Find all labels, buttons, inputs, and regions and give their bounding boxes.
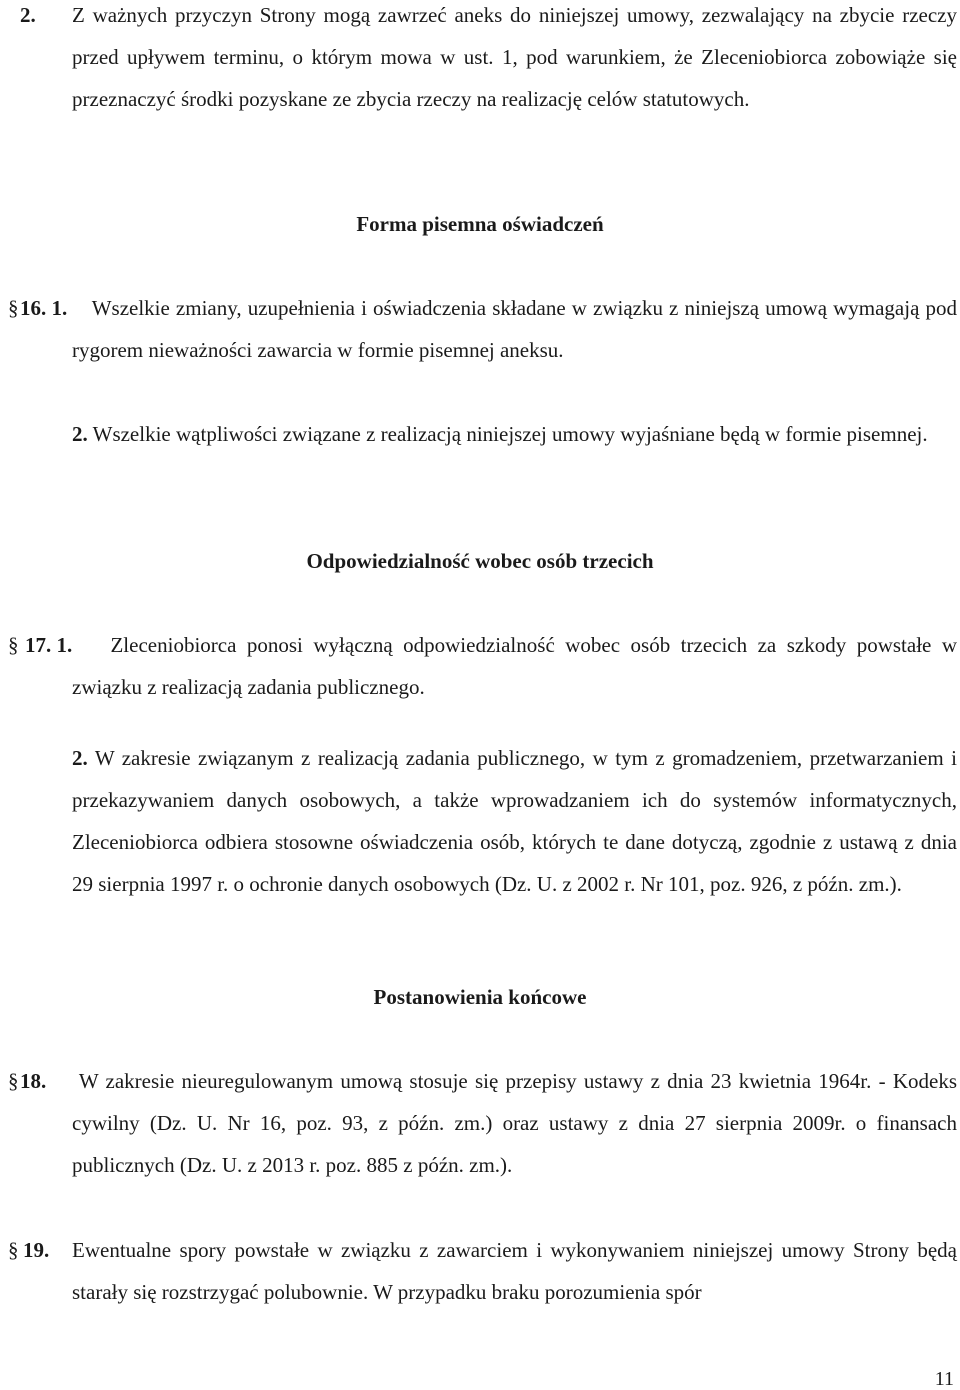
section-sign: § [8, 633, 19, 657]
paragraph-text: W zakresie związanym z realizacją zadania publicznego, w tym z gromadzeniem, przetwarzaniem i przekazywaniem danych osobowych, a także wprowadzaniem ich do systemów informatycznych, Zleceniobiorca odbiera stosowne oświadczenia osób, których te dane dotyczą, zgodnie z ustawą z dnia 29 sierpnia 1997 r. o ochronie danych osobowych (Dz. U. z 2002 r. Nr 101, poz. 926, z późn. zm.). [72, 746, 957, 896]
paragraph-15-2 [20, 0, 957, 120]
paragraph-17-1 [8, 624, 957, 708]
paragraph-16-2 [72, 413, 957, 455]
page-number: 11 [934, 1368, 954, 1390]
paragraph-number: 2. [72, 746, 88, 770]
paragraph-text: Z ważnych przyczyn Strony mogą zawrzeć aneks do niniejszej umowy, zezwalający na zbycie rzeczy przed upływem terminu, o którym mowa w ust. 1, pod warunkiem, że Zleceniobiorca zobowiąże się przeznaczyć środki pozyskane ze zbycia rzeczy na realizację celów statutowych. [72, 3, 957, 111]
paragraph-text: Ewentualne spory powstałe w związku z zawarciem i wykonywaniem niniejszej umowy Strony będą starały się rozstrzygać polubownie. W przypadku braku porozumienia spór [72, 1238, 957, 1304]
paragraph-text: Wszelkie zmiany, uzupełnienia i oświadczenia składane w związku z niniejszą umową wymagają pod rygorem nieważności zawarcia w formie pisemnej aneksu. [72, 296, 957, 362]
paragraph-number: 2. [72, 422, 88, 446]
section-sign: § [8, 1238, 19, 1262]
paragraph-text: Wszelkie wątpliwości związane z realizacją niniejszej umowy wyjaśniane będą w formie pisemnej. [87, 422, 928, 446]
paragraph-text: Zleceniobiorca ponosi wyłączną odpowiedzialność wobec osób trzecich za szkody powstałe w związku z realizacją zadania publicznego. [72, 633, 957, 699]
section-number: 16. 1. [20, 296, 68, 320]
paragraph-17-2 [72, 737, 957, 905]
paragraph-19 [8, 1229, 957, 1313]
section-heading-liability: Odpowiedzialność wobec osób trzecich [306, 549, 654, 573]
section-heading-written-form: Forma pisemna oświadczeń [356, 212, 604, 236]
paragraph-16-1 [8, 287, 957, 371]
section-sign: § [8, 1069, 19, 1093]
section-sign: § [8, 296, 19, 320]
paragraph-text: W zakresie nieuregulowanym umową stosuje się przepisy ustawy z dnia 23 kwietnia 1964r. - Kodeks cywilny (Dz. U. Nr 16, poz. 93, z późn. zm.) oraz ustawy z dnia 27 sierpnia 2009r. o finansach publicznych (Dz. U. z 2013 r. poz. 885 z późn. zm.). [72, 1069, 957, 1177]
section-heading-final-provisions: Postanowienia końcowe [373, 985, 587, 1009]
paragraph-number: 2. [20, 3, 36, 27]
section-number: 19. [23, 1238, 50, 1262]
paragraph-18 [8, 1060, 957, 1186]
section-number: 17. 1. [25, 633, 73, 657]
section-number: 18. [20, 1069, 47, 1093]
